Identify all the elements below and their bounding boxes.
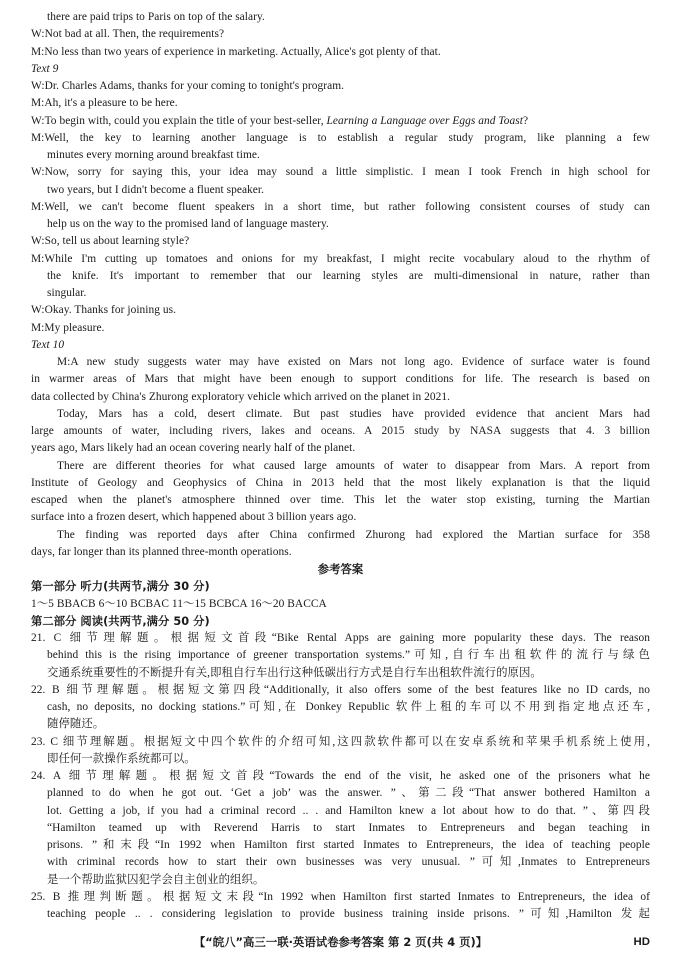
text-line: planned to do when he got out. ‘Get a job’ was the answer. ”、第二段“That answer bothered Hamilton a — [47, 787, 650, 800]
text-line: help us on the way to the promised land of language mastery. — [47, 218, 329, 230]
text-line: M:Well, the key to learning another language is to establish a regular study program, like planning a few — [31, 131, 650, 144]
text-line: teaching people .. . considering legislation to provide business training inside prisons. ”可知,Hamilton 发起 — [47, 908, 650, 920]
text-line: W:Okay. Thanks for joining us. — [31, 304, 177, 317]
text-line: Text 9 — [31, 62, 59, 75]
text-line: M:My pleasure. — [31, 321, 105, 334]
text-line: surface into a frozen desert, which happened about 3 billion years ago. — [31, 511, 357, 524]
text-line: 是一个帮助监狱囚犯学会自主创业的组织。 — [47, 873, 265, 886]
text-line: M:No less than two years of experience in marketing. Actually, Alice's got plenty of that. — [31, 45, 441, 58]
text-line: 24. A 细节理解题。根据短文首段“Towards the end of the visit, he asked one of the prisoners what he — [31, 770, 650, 782]
text-line: large amounts of water, including rivers, lakes and oceans. A 2015 study by NASA suggests that 4. 3 billion — [31, 425, 650, 437]
text-line: 25. B 推理判断题。根据短文末段“In 1992 when Hamilton first started Inmates to Entrepreneurs, the idea of — [31, 890, 650, 903]
text-line: 22. B 细节理解题。根据短文第四段“Additionally, it also offers some of the best features like no ID cards, no — [31, 683, 650, 696]
text-line: M:Well, we can't become fluent speakers in a short time, but rather following consistent courses of study can — [31, 200, 650, 213]
text-line: with criminal records how to start their own businesses was very unusual. ”可知,Inmates to Entrepreneurs — [47, 856, 650, 869]
text-line: 1～5 BBACB 6～10 BCBAC 11～15 BCBCA 16～20 BACCA — [31, 597, 327, 610]
text-line: W:Dr. Charles Adams, thanks for your coming to tonight's program. — [31, 80, 345, 92]
text-line: there are paid trips to Paris on top of the salary. — [47, 11, 265, 23]
text-line: 交通系统重要性的不断提升有关,即租自行车出行这种低碳出行方式是自行车出租软件流行的原因。 — [47, 666, 542, 679]
text-line: 21. C 细节理解题。根据短文首段“Bike Rental Apps are gaining more popularity these days. The reason — [31, 632, 650, 644]
text-line: singular. — [47, 287, 87, 299]
text-line: M:A new study suggests water may have existed on Mars not long ago. Evidence of surface water is found — [57, 356, 650, 368]
text-line: the knife. It's important to remember that our learning styles are multi-dimensional in nature, rather than — [47, 269, 650, 282]
section-heading: 第一部分 听力(共两节,满分 30 分) — [31, 580, 210, 594]
text-line: There are different theories for what caused large amounts of water to disappear from Mars. A report from — [57, 459, 650, 472]
text-line: W:So, tell us about learning style? — [31, 235, 190, 248]
text-line: Text 10 — [31, 338, 65, 351]
section-heading: 参考答案 — [317, 563, 364, 576]
footer-code: HD — [633, 936, 650, 948]
text-line: escaped when the planet's atmosphere thinned over time. This let the water stop existing, turning the Martian — [31, 494, 650, 506]
text-line: data collected by China's Zhurong exploratory vehicle which arrived on the planet in 2021. — [31, 390, 451, 403]
text-line: W:Not bad at all. Then, the requirements? — [31, 28, 225, 41]
text-line: in warmer areas of Mars that might have been enough to support conditions for life. The research is based on — [31, 373, 650, 386]
text-line: W:To begin with, could you explain the title of your best-seller, Learning a Language over Eggs and Toast? — [31, 114, 529, 127]
text-line: lot. Getting a job, if you had a criminal record .. . and Hamilton knew a lot about how to do that. ”、第四段 — [47, 804, 650, 817]
text-line: two years, but I didn't become a fluent speaker. — [47, 183, 265, 196]
text-line: cash, no deposits, no docking stations.”可知,在 Donkey Republic 软件上租的车可以不用到指定地点还车, — [47, 701, 650, 713]
text-line: M:While I'm cutting up tomatoes and onions for my breakfast, I might recite vocabulary aloud to the rhythm of — [31, 252, 650, 265]
footer-title: 【“皖八”高三一联·英语试卷参考答案 第 2 页(共 4 页)】 — [193, 935, 488, 949]
text-line: years ago, Mars likely had an ocean covering nearly half of the planet. — [31, 442, 356, 455]
section-heading: 第二部分 阅读(共两节,满分 50 分) — [31, 614, 210, 628]
text-line: 23. C 细节理解题。根据短文中四个软件的介绍可知,这四款软件都可以在安卓系统和苹果手机系统上使用, — [31, 735, 650, 748]
text-line: Today, Mars has a cold, desert climate. But past studies have provided evidence that ancient Mars had — [57, 407, 650, 420]
text-line: The finding was reported days after China confirmed Zhurong had explored the Martian surface for 358 — [57, 528, 650, 541]
text-line: prisons. ”和末段“In 1992 when Hamilton first started Inmates to Entrepreneurs, the idea of teaching people — [47, 839, 650, 851]
text-line: “Hamilton teamed up with Reverend Harris to start Inmates to Entrepreneurs and began teaching in — [47, 821, 650, 834]
text-line: behind this is the rising importance of greener transportation systems.”可知,自行车出租软件的流行与绿色 — [47, 649, 650, 662]
text-line: W:Now, sorry for saying this, your idea may sound a little simplistic. I mean I took French in high school for — [31, 166, 650, 179]
text-line: days, far longer than its planned three-month operations. — [31, 545, 292, 558]
book-title: Learning a Language over Eggs and Toast — [326, 114, 523, 127]
text-line: 随停随还。 — [47, 718, 105, 731]
text-line: 即任何一款操作系统都可以。 — [47, 752, 196, 765]
text-line: M:Ah, it's a pleasure to be here. — [31, 97, 178, 110]
text-line: minutes every morning around breakfast time. — [47, 149, 260, 161]
text-line: Institute of Geology and Geophysics of China in 2013 held that the most likely explanation is that the liquid — [31, 476, 650, 489]
